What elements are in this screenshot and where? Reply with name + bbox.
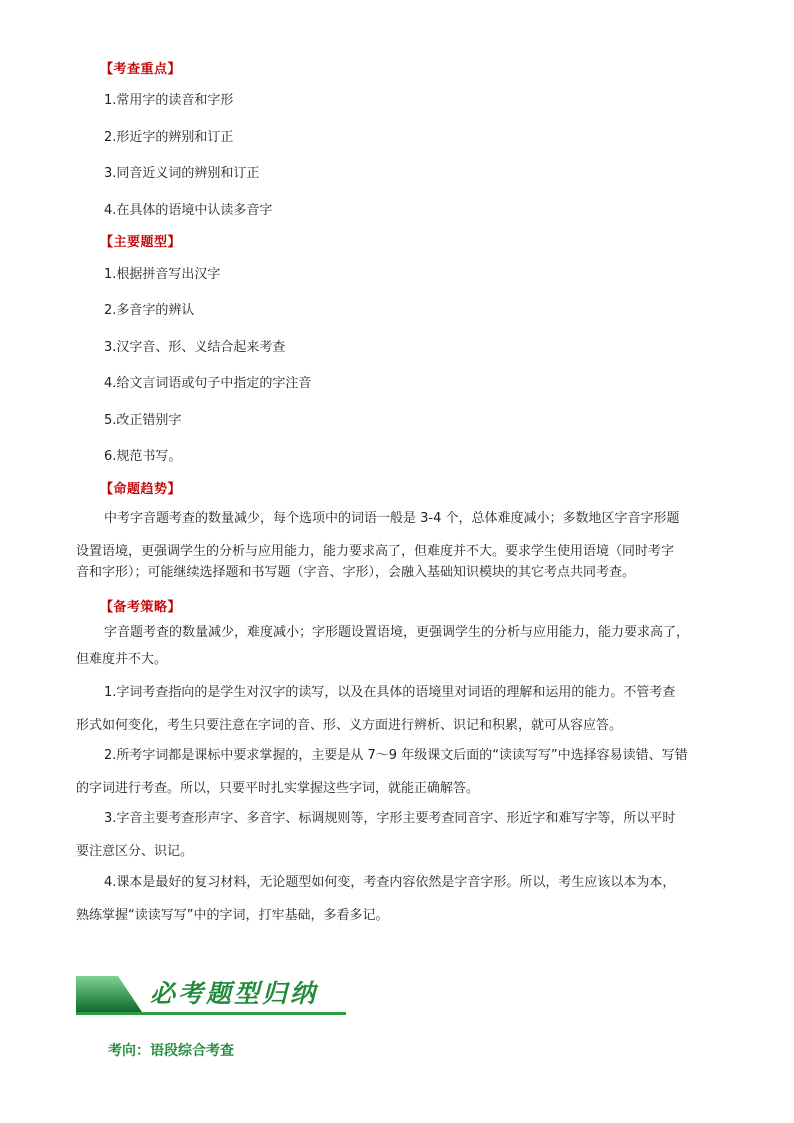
trend-paragraph: [76, 502, 726, 589]
strategy-point-line: 4.课本是最好的复习材料，无论题型如何变，考查内容依然是字音字形。所以，考生应该以本为本，: [104, 875, 676, 890]
subsection-label: 考向：语段综合考查: [108, 1043, 234, 1059]
trend-line: 音和字形）；可能继续选择题和书写题（字音、字形），会融入基础知识模块的其它考点共同考查。: [76, 565, 636, 580]
strategy-point: [76, 676, 726, 742]
trend-line: 中考字音题考查的数量减少，每个选项中的词语一般是 3-4 个，总体难度减小；多数地区字音字形题: [104, 511, 680, 526]
banner-title: 必考题型归纳: [150, 979, 319, 1008]
banner-block: [76, 976, 142, 1012]
banner-underline: [76, 1012, 346, 1015]
type-item: 5.改正错别字: [104, 413, 182, 428]
strategy-point: [76, 739, 726, 805]
strategy-intro-line: 但难度并不大。: [76, 652, 168, 667]
section-banner: [76, 970, 346, 1018]
type-item: 2.多音字的辨认: [104, 303, 195, 318]
strategy-point-line: 3.字音主要考查形声字、多音字、标调规则等，字形主要考查同音字、形近字和难写字等，所以平时: [104, 811, 676, 826]
strategy-point-line: 要注意区分、识记。: [76, 844, 194, 859]
focus-item: 1.常用字的读音和字形: [104, 93, 234, 108]
trend-line: 设置语境，更强调学生的分析与应用能力，能力要求高了，但难度并不大。要求学生使用语境（同时考字: [76, 544, 675, 559]
strategy-intro: [76, 616, 726, 676]
strategy-point: [76, 866, 726, 932]
strategy-point-line: 熟练掌握“读读写写”中的字词，打牢基础，多看多记。: [76, 908, 389, 923]
section-heading-types: 【主要题型】: [100, 235, 182, 250]
section-heading-focus: 【考查重点】: [100, 62, 182, 77]
strategy-point-line: 1.字词考查指向的是学生对汉字的读写，以及在具体的语境里对词语的理解和运用的能力。不管考查: [104, 685, 676, 700]
strategy-point-line: 的字词进行考查。所以，只要平时扎实掌握这些字词，就能正确解答。: [76, 781, 480, 796]
strategy-point-line: 2.所考字词都是课标中要求掌握的，主要是从 7～9 年级课文后面的“读读写写”中选择容易读错、写错: [104, 748, 688, 763]
type-item: 4.给文言词语或句子中指定的字注音: [104, 376, 312, 391]
type-item: 6.规范书写。: [104, 449, 182, 464]
focus-item: 3.同音近义词的辨别和订正: [104, 166, 260, 181]
section-heading-strategy: 【备考策略】: [100, 600, 182, 615]
type-item: 3.汉字音、形、义结合起来考查: [104, 340, 286, 355]
strategy-point-line: 形式如何变化，考生只要注意在字词的音、形、义方面进行辨析、识记和积累，就可从容应答。: [76, 718, 623, 733]
type-item: 1.根据拼音写出汉字: [104, 267, 221, 282]
strategy-intro-line: 字音题考查的数量减少，难度减小；字形题设置语境，更强调学生的分析与应用能力，能力要求高了，: [104, 625, 690, 640]
strategy-point: [76, 802, 726, 868]
section-heading-trend: 【命题趋势】: [100, 482, 182, 497]
focus-item: 2.形近字的辨别和订正: [104, 130, 234, 145]
focus-item: 4.在具体的语境中认读多音字: [104, 203, 273, 218]
